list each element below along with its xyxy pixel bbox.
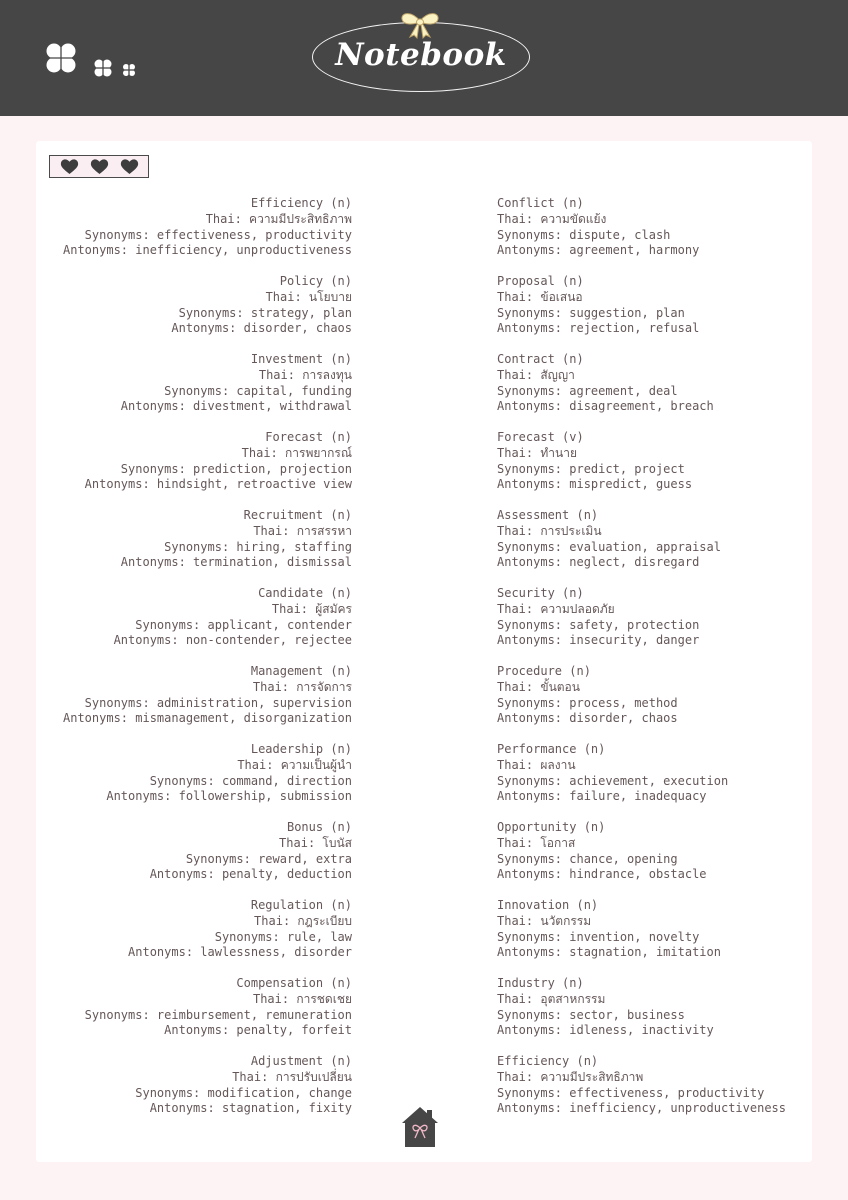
heart-icon: [90, 158, 109, 175]
field-label: Synonyms:: [497, 617, 570, 632]
field-label: Antonyms:: [497, 633, 570, 648]
entry-synonyms: [52, 540, 352, 556]
field-label: Thai:: [252, 679, 297, 694]
heart-icon: [120, 158, 139, 175]
entry-term: [52, 586, 352, 602]
field-value: Assessment (n): [497, 508, 599, 522]
heart-icon: [60, 158, 79, 175]
entry-synonyms: [497, 696, 797, 712]
field-value: กฎระเบียบ: [297, 913, 352, 928]
field-value: ข้อเสนอ: [540, 289, 583, 304]
vocabulary-column-left: [52, 196, 352, 1132]
field-value: Management (n): [250, 664, 352, 678]
field-label: Synonyms:: [497, 929, 570, 944]
entry-synonyms: [497, 1008, 797, 1024]
field-label: Thai:: [497, 523, 541, 538]
entry-term: [497, 586, 797, 602]
entry-antonyms: [497, 945, 797, 961]
header-bar: [0, 0, 848, 116]
field-label: Thai:: [258, 367, 303, 382]
field-value: Security (n): [497, 586, 584, 600]
field-label: Thai:: [497, 757, 541, 772]
field-value: disagreement, breach: [569, 399, 714, 414]
vocab-entry: [497, 1054, 797, 1132]
vocab-entry: [52, 976, 352, 1054]
entry-antonyms: [52, 1023, 352, 1039]
field-label: Synonyms:: [497, 695, 570, 710]
field-value: ความปลอดภัย: [540, 601, 615, 616]
field-label: Antonyms:: [128, 945, 201, 960]
entry-antonyms: [52, 945, 352, 961]
entry-term: [497, 1054, 797, 1070]
entry-antonyms: [497, 555, 797, 571]
field-label: Antonyms:: [63, 243, 136, 258]
vocab-entry: [497, 898, 797, 976]
entry-term: [52, 976, 352, 992]
field-value: applicant, contender: [207, 617, 352, 632]
field-label: Thai:: [497, 1069, 541, 1084]
field-value: non-contender, rejectee: [185, 633, 352, 648]
entry-antonyms: [52, 789, 352, 805]
field-value: divestment, withdrawal: [193, 399, 352, 414]
vocab-entry: [497, 820, 797, 898]
field-label: Antonyms:: [164, 1023, 237, 1038]
field-label: Antonyms:: [497, 555, 570, 570]
entry-thai: [52, 368, 352, 384]
field-value: Investment (n): [250, 352, 352, 366]
field-value: safety, protection: [569, 617, 700, 632]
field-label: Antonyms:: [106, 789, 179, 804]
entry-synonyms: [497, 1086, 797, 1102]
field-label: Synonyms:: [497, 851, 570, 866]
entry-term: [52, 1054, 352, 1070]
field-label: Thai:: [237, 757, 281, 772]
field-value: Industry (n): [497, 976, 584, 990]
entry-term: [52, 430, 352, 446]
entry-thai: [497, 602, 797, 618]
field-label: Antonyms:: [120, 399, 194, 414]
entry-thai: [497, 368, 797, 384]
field-label: Synonyms:: [135, 1085, 208, 1100]
field-value: hiring, staffing: [236, 539, 352, 554]
entry-synonyms: [52, 852, 352, 868]
field-value: penalty, deduction: [221, 867, 352, 882]
field-label: Antonyms:: [497, 399, 570, 414]
entry-term: [497, 742, 797, 758]
field-value: rejection, refusal: [569, 321, 700, 336]
field-value: นโยบาย: [308, 289, 352, 304]
field-label: Thai:: [241, 445, 286, 460]
field-value: การพยากรณ์: [285, 445, 352, 460]
field-value: strategy, plan: [250, 305, 352, 320]
field-value: Recruitment (n): [243, 508, 352, 522]
field-value: reimbursement, remuneration: [156, 1007, 352, 1022]
field-value: failure, inadequacy: [569, 789, 707, 804]
field-value: การประเมิน: [540, 523, 602, 538]
entry-thai: [497, 914, 797, 930]
field-label: Thai:: [497, 991, 541, 1006]
field-label: Thai:: [205, 211, 250, 226]
field-label: Antonyms:: [497, 243, 570, 258]
field-value: นวัตกรรม: [540, 913, 592, 928]
entry-thai: [52, 680, 352, 696]
entry-synonyms: [497, 228, 797, 244]
field-value: Regulation (n): [250, 898, 352, 912]
entry-term: [497, 274, 797, 290]
field-value: inefficiency, unproductiveness: [135, 243, 352, 258]
field-label: Thai:: [497, 367, 541, 382]
field-value: achievement, execution: [569, 773, 729, 788]
field-value: prediction, projection: [193, 461, 352, 476]
entry-term: [52, 274, 352, 290]
field-value: idleness, inactivity: [569, 1023, 714, 1038]
entry-term: [497, 820, 797, 836]
field-value: hindsight, retroactive view: [156, 477, 352, 492]
hearts-box: [49, 155, 149, 178]
entry-antonyms: [52, 555, 352, 571]
field-value: mispredict, guess: [569, 477, 693, 492]
field-value: effectiveness, productivity: [569, 1085, 765, 1100]
vocab-entry: [497, 976, 797, 1054]
entry-synonyms: [52, 1008, 352, 1024]
field-label: Synonyms:: [164, 539, 237, 554]
entry-antonyms: [52, 867, 352, 883]
field-label: Synonyms:: [497, 1085, 570, 1100]
field-value: Performance (n): [497, 742, 606, 756]
field-value: Procedure (n): [497, 664, 591, 678]
field-value: capital, funding: [236, 383, 352, 398]
entry-synonyms: [52, 462, 352, 478]
field-value: Compensation (n): [236, 976, 352, 990]
vocab-entry: [52, 508, 352, 586]
field-value: ความมีประสิทธิภาพ: [249, 211, 352, 226]
entry-antonyms: [497, 789, 797, 805]
field-value: reward, extra: [258, 851, 352, 866]
field-value: Proposal (n): [497, 274, 584, 288]
entry-antonyms: [497, 243, 797, 259]
field-label: Synonyms:: [135, 617, 208, 632]
entry-synonyms: [497, 306, 797, 322]
entry-synonyms: [52, 696, 352, 712]
field-value: hindrance, obstacle: [569, 867, 707, 882]
field-label: Antonyms:: [497, 867, 570, 882]
entry-thai: [52, 524, 352, 540]
vocab-entry: [497, 352, 797, 430]
entry-thai: [497, 524, 797, 540]
field-value: penalty, forfeit: [236, 1023, 352, 1038]
field-value: process, method: [569, 695, 678, 710]
entry-antonyms: [497, 1101, 797, 1117]
field-label: Thai:: [497, 445, 541, 460]
field-value: การสรรหา: [296, 523, 352, 538]
field-value: administration, supervision: [156, 695, 352, 710]
entry-antonyms: [497, 477, 797, 493]
field-value: อุตสาหกรรม: [540, 991, 606, 1006]
field-value: invention, novelty: [569, 929, 700, 944]
field-value: ขั้นตอน: [540, 679, 580, 694]
vocab-entry: [497, 664, 797, 742]
field-label: Synonyms:: [497, 539, 570, 554]
entry-synonyms: [52, 384, 352, 400]
field-label: Synonyms:: [497, 773, 570, 788]
vocab-entry: [497, 430, 797, 508]
vocab-entry: [497, 742, 797, 820]
vocab-entry: [52, 820, 352, 898]
field-label: Synonyms:: [120, 461, 194, 476]
field-value: stagnation, imitation: [569, 945, 721, 960]
entry-antonyms: [497, 399, 797, 415]
field-label: Antonyms:: [497, 321, 570, 336]
field-value: ความมีประสิทธิภาพ: [540, 1069, 644, 1084]
entry-term: [497, 976, 797, 992]
entry-antonyms: [497, 711, 797, 727]
entry-antonyms: [52, 399, 352, 415]
field-value: โบนัส: [322, 835, 352, 850]
field-value: ผู้สมัคร: [315, 601, 352, 616]
entry-synonyms: [52, 228, 352, 244]
field-label: Synonyms:: [84, 1007, 157, 1022]
entry-synonyms: [52, 930, 352, 946]
field-label: Thai:: [253, 523, 297, 538]
field-value: การปรับเปลี่ยน: [275, 1069, 352, 1084]
field-label: Synonyms:: [84, 227, 157, 242]
field-value: agreement, deal: [569, 383, 678, 398]
entry-thai: [497, 836, 797, 852]
entry-thai: [52, 290, 352, 306]
field-label: Antonyms:: [497, 945, 570, 960]
entry-term: [52, 196, 352, 212]
entry-antonyms: [52, 711, 352, 727]
entry-synonyms: [497, 618, 797, 634]
field-label: Thai:: [497, 835, 541, 850]
entry-term: [497, 352, 797, 368]
field-value: inefficiency, unproductiveness: [569, 1101, 786, 1116]
field-value: Efficiency (n): [250, 196, 352, 210]
entry-thai: [52, 212, 352, 228]
field-value: insecurity, danger: [569, 633, 700, 648]
entry-synonyms: [497, 774, 797, 790]
vocab-entry: [497, 508, 797, 586]
entry-synonyms: [52, 774, 352, 790]
field-value: mismanagement, disorganization: [135, 711, 352, 726]
field-label: Synonyms:: [185, 851, 259, 866]
field-label: Thai:: [254, 913, 298, 928]
entry-antonyms: [497, 1023, 797, 1039]
field-value: rule, law: [286, 929, 352, 944]
field-value: lawlessness, disorder: [200, 945, 352, 960]
field-label: Thai:: [497, 913, 541, 928]
entry-term: [497, 898, 797, 914]
entry-synonyms: [497, 384, 797, 400]
entry-synonyms: [497, 540, 797, 556]
field-label: Antonyms:: [84, 477, 157, 492]
vocab-entry: [52, 586, 352, 664]
entry-term: [497, 664, 797, 680]
field-value: ความขัดแย้ง: [540, 211, 607, 226]
field-label: Thai:: [265, 289, 309, 304]
field-label: Antonyms:: [149, 867, 222, 882]
entry-synonyms: [52, 1086, 352, 1102]
field-value: Bonus (n): [286, 820, 352, 834]
field-label: Antonyms:: [171, 321, 244, 336]
field-value: command, direction: [221, 773, 352, 788]
field-label: Synonyms:: [214, 929, 287, 944]
field-value: การลงทุน: [302, 367, 352, 382]
vocab-entry: [497, 274, 797, 352]
entry-term: [52, 820, 352, 836]
field-label: Synonyms:: [149, 773, 222, 788]
field-label: Antonyms:: [63, 711, 136, 726]
field-value: Innovation (n): [497, 898, 599, 912]
vocabulary-column-right: [497, 196, 797, 1132]
vocab-entry: [497, 196, 797, 274]
field-value: disorder, chaos: [569, 711, 678, 726]
entry-term: [497, 196, 797, 212]
field-label: Synonyms:: [497, 383, 570, 398]
field-value: predict, project: [569, 461, 685, 476]
entry-synonyms: [52, 618, 352, 634]
field-label: Antonyms:: [497, 789, 570, 804]
field-label: Antonyms:: [149, 1101, 222, 1116]
entry-thai: [497, 446, 797, 462]
entry-thai: [52, 758, 352, 774]
entry-thai: [497, 992, 797, 1008]
field-value: evaluation, appraisal: [569, 539, 721, 554]
field-value: Opportunity (n): [497, 820, 606, 834]
field-value: การจัดการ: [296, 679, 352, 694]
field-value: Conflict (n): [497, 196, 584, 210]
vocab-entry: [497, 586, 797, 664]
field-value: Leadership (n): [250, 742, 352, 756]
entry-term: [52, 898, 352, 914]
field-value: modification, change: [207, 1085, 352, 1100]
entry-antonyms: [52, 477, 352, 493]
field-label: Synonyms:: [164, 383, 237, 398]
entry-antonyms: [497, 633, 797, 649]
field-value: การชดเชย: [296, 991, 352, 1006]
field-label: Synonyms:: [497, 1007, 570, 1022]
field-value: Policy (n): [279, 274, 352, 288]
field-value: neglect, disregard: [569, 555, 700, 570]
field-value: Efficiency (n): [497, 1054, 599, 1068]
entry-synonyms: [497, 462, 797, 478]
field-value: suggestion, plan: [569, 305, 685, 320]
entry-synonyms: [52, 306, 352, 322]
entry-thai: [52, 602, 352, 618]
house-icon: [399, 1104, 441, 1148]
entry-term: [52, 664, 352, 680]
field-label: Thai:: [497, 679, 541, 694]
vocab-entry: [52, 274, 352, 352]
entry-thai: [52, 446, 352, 462]
field-value: โอกาส: [540, 835, 576, 850]
entry-antonyms: [497, 321, 797, 337]
field-value: stagnation, fixity: [221, 1101, 352, 1116]
field-label: Thai:: [497, 211, 541, 226]
field-label: Antonyms:: [497, 1101, 570, 1116]
field-label: Antonyms:: [120, 555, 194, 570]
field-label: Thai:: [497, 601, 541, 616]
entry-thai: [497, 1070, 797, 1086]
vocab-entry: [52, 1054, 352, 1132]
field-value: Candidate (n): [258, 586, 352, 600]
field-value: sector, business: [569, 1007, 685, 1022]
entry-synonyms: [497, 930, 797, 946]
field-value: Forecast (v): [497, 430, 584, 444]
entry-thai: [497, 680, 797, 696]
vocab-entry: [52, 430, 352, 508]
field-label: Antonyms:: [497, 477, 570, 492]
field-value: effectiveness, productivity: [156, 227, 352, 242]
entry-term: [52, 508, 352, 524]
entry-term: [52, 352, 352, 368]
field-label: Thai:: [271, 601, 316, 616]
field-value: disorder, chaos: [243, 321, 352, 336]
entry-term: [52, 742, 352, 758]
vocab-entry: [52, 196, 352, 274]
entry-antonyms: [52, 321, 352, 337]
entry-antonyms: [497, 867, 797, 883]
entry-antonyms: [52, 243, 352, 259]
bow-icon: [398, 10, 442, 40]
field-value: Adjustment (n): [250, 1054, 352, 1068]
entry-term: [497, 430, 797, 446]
clover-icon: [44, 38, 144, 82]
field-label: Synonyms:: [497, 305, 570, 320]
field-label: Thai:: [232, 1069, 276, 1084]
field-value: chance, opening: [569, 851, 678, 866]
field-label: Antonyms:: [497, 711, 570, 726]
entry-thai: [497, 212, 797, 228]
field-value: ความเป็นผู้นำ: [280, 757, 352, 772]
field-label: Thai:: [279, 835, 323, 850]
vocab-entry: [52, 664, 352, 742]
field-label: Thai:: [497, 289, 541, 304]
field-label: Antonyms:: [113, 633, 186, 648]
field-value: followership, submission: [178, 789, 352, 804]
field-value: ผลงาน: [540, 757, 576, 772]
field-value: ทำนาย: [540, 445, 577, 460]
field-value: Forecast (n): [265, 430, 352, 444]
entry-thai: [52, 914, 352, 930]
field-label: Synonyms:: [178, 305, 251, 320]
vocab-entry: [52, 352, 352, 430]
field-label: Synonyms:: [497, 227, 570, 242]
vocab-entry: [52, 742, 352, 820]
entry-term: [497, 508, 797, 524]
entry-thai: [497, 290, 797, 306]
entry-antonyms: [52, 1101, 352, 1117]
entry-thai: [497, 758, 797, 774]
entry-synonyms: [497, 852, 797, 868]
page-title: Notebook: [335, 37, 507, 73]
field-label: Synonyms:: [84, 695, 157, 710]
field-label: Antonyms:: [497, 1023, 570, 1038]
field-label: Thai:: [252, 991, 297, 1006]
field-value: สัญญา: [540, 367, 575, 382]
vocab-entry: [52, 898, 352, 976]
entry-thai: [52, 836, 352, 852]
field-value: agreement, harmony: [569, 243, 700, 258]
field-value: termination, dismissal: [193, 555, 352, 570]
entry-thai: [52, 992, 352, 1008]
field-value: Contract (n): [497, 352, 584, 366]
entry-thai: [52, 1070, 352, 1086]
entry-antonyms: [52, 633, 352, 649]
field-value: dispute, clash: [569, 227, 671, 242]
field-label: Synonyms:: [497, 461, 570, 476]
